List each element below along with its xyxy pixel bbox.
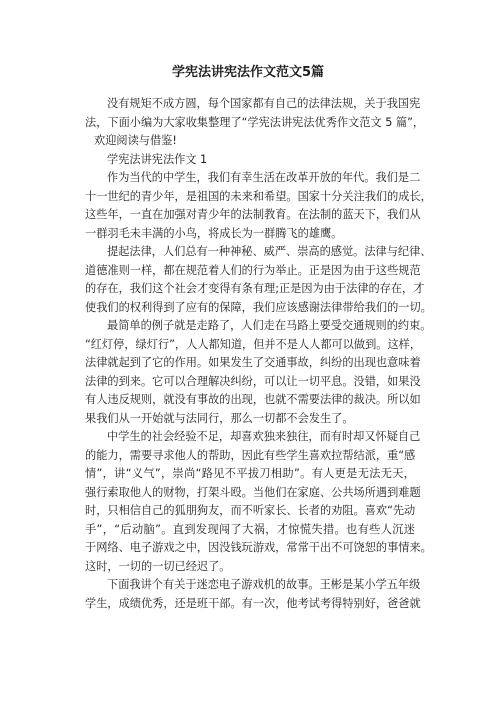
paragraph-line: 果我们从一开始就与法同行，那么一切都不会发生了。 [85, 411, 354, 425]
paragraph-line: 这些年，一直在加强对青少年的法制教育。在法制的蓝天下，我们从 [85, 208, 421, 221]
paragraph-line: 法，下面小编为大家收集整理了“学宪法讲宪法优秀作文范文 5 篇”， [85, 115, 425, 129]
paragraph-line: 有人违反规则，就没有事故的出现，也就不需要法律的裁决。所以如 [85, 393, 421, 406]
paragraph-line: 情”，讲“义气”，崇尚“路见不平拔刀相助”。有人更是无法无天， [85, 467, 415, 480]
paragraph-line: 使我们的权利得到了应有的保障，我们应该感谢法律带给我们的一切。 [85, 300, 432, 314]
paragraph-line: 这时，一切的一切已经迟了。 [85, 559, 231, 573]
paragraph-line: 的存在，我们这个社会才变得有条有理;正是因为由于法律的存在，才 [85, 282, 425, 295]
paragraph-line: 强行索取他人的财物，打架斗殴。当他们在家庭、公共场所遇到难题 [85, 485, 421, 499]
paragraph-line: 手”，“后动脑”。直到发现闯了大祸，才惊慌失措。也有些人沉迷 [85, 522, 415, 536]
paragraph-line: 学生，成绩优秀，还是班干部。有一次，他考试考得特别好，爸爸就 [85, 596, 421, 610]
paragraph-line: 法律就起到了它的作用。如果发生了交通事故，纠纷的出现也意味着 [85, 356, 421, 369]
paragraph-line: 下面我讲个有关于迷恋电子游戏机的故事。王彬是某小学五年级 [107, 578, 421, 591]
paragraph-line: “红灯停，绿灯行”，人人都知道，但并不是人人都可以做到。这样， [85, 337, 422, 351]
paragraph-line: 的能力，需要寻求他人的帮助，因此有些学生喜欢拉帮结派，重“感 [85, 448, 416, 462]
paragraph-line: 欢迎阅读与借鉴! [94, 134, 177, 147]
paragraph-line: 提起法律，人们总有一种神秘、威严、崇高的感觉。法律与纪律、 [107, 245, 432, 258]
section-heading: 学宪法讲宪法作文 1 [107, 152, 208, 166]
paragraph-line: 时，只相信自己的狐朋狗友，而不听家长、长者的劝阻。喜欢“先动 [85, 504, 416, 517]
paragraph-line: 最简单的例子就是走路了，人们走在马路上要受交通规则的约束。 [107, 319, 432, 332]
document-body [85, 95, 432, 613]
paragraph-line: 中学生的社会经验不足，却喜欢独来独往，而有时却又怀疑自己 [107, 430, 421, 443]
paragraph-line: 没有规矩不成方圆，每个国家都有自己的法律法规，关于我国宪 [107, 97, 421, 110]
document-title: 学宪法讲宪法作文范文5篇 [171, 65, 325, 80]
paragraph-line: 一群羽毛未丰满的小鸟，将成长为一群腾飞的雄鹰。 [85, 226, 343, 240]
paragraph-line: 于网络、电子游戏之中，因没钱玩游戏，常常干出不可饶恕的事情来。 [85, 541, 432, 554]
paragraph-line: 作为当代的中学生，我们有幸生活在改革开放的年代。我们是二 [107, 171, 421, 184]
paragraph-line: 道德准则一样，都在规范着人们的行为举止。正是因为由于这些规范 [85, 263, 421, 277]
paragraph-line: 十一世纪的青少年，是祖国的未来和希望。国家十分关注我们的成长， [85, 189, 432, 203]
paragraph-line: 法律的到来。它可以合理解决纠纷，可以让一切平息。没错，如果没 [85, 374, 421, 388]
